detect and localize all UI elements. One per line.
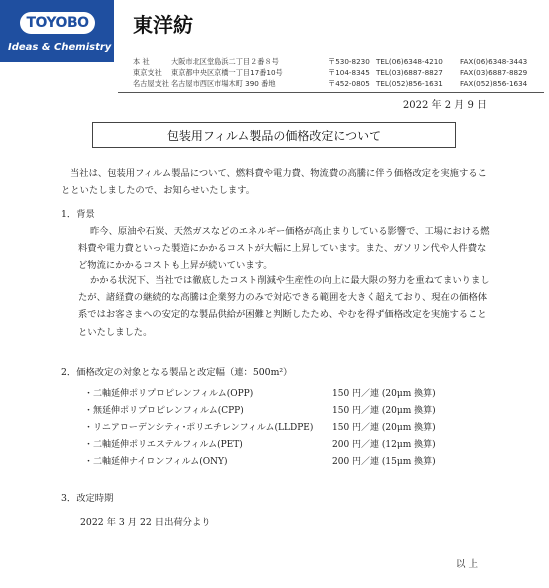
header-divider (118, 92, 544, 93)
office-address: 名古屋市西区市場木町 390 番地 (171, 79, 276, 88)
office-zip: 〒452-0805 (328, 79, 370, 88)
product-price-list (84, 386, 436, 471)
effective-date: 2022 年 3 月 22 日出荷分より (80, 517, 211, 528)
document-date: 2022 年 2 月 9 日 (402, 100, 487, 111)
logo-block (0, 0, 114, 62)
office-name: 名古屋支社 (133, 79, 169, 88)
list-item (84, 403, 436, 420)
list-item (84, 386, 436, 403)
office-fax: FAX(052)856-1634 (460, 79, 528, 88)
office-tel: TEL(03)6887-8827 (376, 68, 443, 77)
list-item (84, 454, 436, 471)
price-change: 200 円／連 (15μm 換算) (332, 457, 436, 467)
office-list (133, 56, 543, 89)
list-item (84, 437, 436, 454)
office-name: 東京支社 (133, 68, 162, 77)
office-tel: TEL(06)6348-4210 (376, 57, 443, 66)
section-heading-products: 2．価格改定の対象となる製品と改定幅（連：500m²） (61, 367, 293, 378)
closing-mark: 以 上 (456, 559, 479, 570)
document-title: 包装用フィルム製品の価格改定について (92, 122, 456, 148)
price-change: 150 円／連 (20μm 換算) (332, 389, 436, 399)
office-fax: FAX(03)6887-8829 (460, 68, 528, 77)
product-name: ・無延伸ポリプロピレンフィルム(CPP) (84, 406, 244, 416)
office-address: 大阪市北区堂島浜二丁目２番８号 (171, 57, 279, 66)
background-paragraph-2: かかる状況下、当社では徹底したコスト削減や生産性の向上に最大限の努力を重ねてまいりましたが、諸経費の継続的な高騰は企業努力のみで対応できる範囲を大きく超えており、現在の価格体系ではお客さまへの安定的な製品供給が困難と判断したため、やむを得ず価格改定を実施することといたしました。 (78, 275, 490, 338)
office-tel: TEL(052)856-1631 (376, 79, 443, 88)
logo-brand: TOYOBO (26, 15, 89, 31)
product-name: ・二軸延伸ポリエステルフィルム(PET) (84, 440, 243, 450)
office-zip: 〒530-8230 (328, 57, 370, 66)
product-name: ・二軸延伸ナイロンフィルム(ONY) (84, 457, 228, 467)
office-name: 本 社 (133, 57, 150, 66)
logo-tagline: Ideas & Chemistry (8, 42, 112, 53)
price-change: 150 円／連 (20μm 換算) (332, 423, 436, 433)
price-change: 200 円／連 (12μm 換算) (332, 440, 436, 450)
office-address: 東京都中央区京橋一丁目17番10号 (171, 68, 283, 77)
logo-badge (20, 12, 95, 34)
price-change: 150 円／連 (20μm 換算) (332, 406, 436, 416)
intro-paragraph: 当社は、包装用フィルム製品について、燃料費や電力費、物流費の高騰に伴う価格改定を実施することといたしましたので、お知らせいたします。 (61, 168, 487, 197)
office-row (133, 67, 543, 78)
company-name: 東洋紡 (133, 13, 193, 37)
office-zip: 〒104-8345 (328, 68, 370, 77)
office-fax: FAX(06)6348-3443 (460, 57, 528, 66)
section-heading-background: 1．背景 (61, 209, 95, 220)
background-paragraph-1: 昨今、原油や石炭、天然ガスなどのエネルギー価格が高止まりしている影響で、工場における燃料費や電力費といった製造にかかるコストが大幅に上昇しています。また、ガソリン代や人件費など物流にかかるコストも上昇が続いています。 (78, 226, 490, 272)
product-name: ・二軸延伸ポリプロピレンフィルム(OPP) (84, 389, 254, 399)
section-heading-timing: 3．改定時期 (61, 493, 114, 504)
list-item (84, 420, 436, 437)
office-row (133, 78, 543, 89)
product-name: ・リニアローデンシティ･ポリエチレンフィルム(LLDPE) (84, 423, 314, 433)
office-row (133, 56, 543, 67)
